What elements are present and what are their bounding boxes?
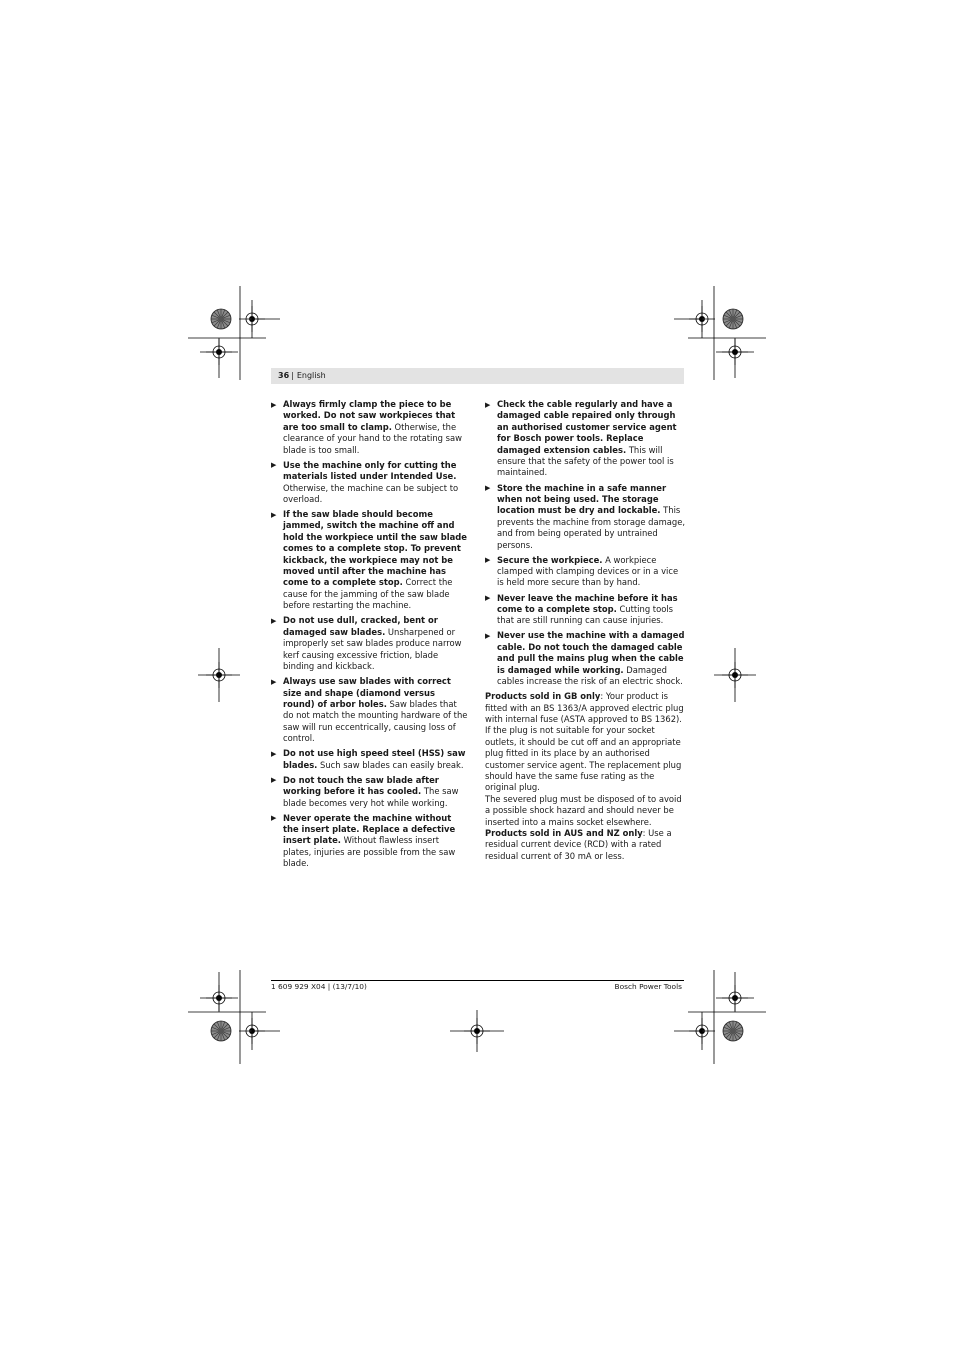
footer-doc-number: 1 609 929 X04 | (13/7/10)	[271, 982, 367, 991]
page-number: 36	[278, 371, 290, 380]
gb-paragraph	[485, 691, 685, 725]
triangle-bullet-icon: ▶	[271, 400, 277, 409]
bullet-bold-text: Never use the machine with a damaged cable. Do not touch the damaged cable and pull the mains plug when the cable is damaged while working.	[497, 630, 685, 675]
safety-bullet-item	[271, 748, 469, 771]
safety-bullet-item	[485, 630, 685, 687]
safety-bullet-item	[271, 509, 469, 612]
safety-bullet-item	[271, 813, 469, 870]
bullet-body-text: Damaged cables increase the risk of an electric shock.	[497, 664, 683, 687]
bullet-body-text: Otherwise, the machine can be subject to overload.	[283, 482, 459, 504]
triangle-bullet-icon: ▶	[485, 594, 491, 603]
footer-brand: Bosch Power Tools	[614, 982, 682, 991]
severed-plug-paragraph: The severed plug must be disposed of to avoid a possible shock hazard and should never be inserted into a mains socket elsewhere.	[485, 793, 682, 827]
triangle-bullet-icon: ▶	[271, 749, 277, 758]
bullet-body-text: The saw blade becomes very hot while working.	[283, 786, 459, 808]
color-wheel-icon	[211, 309, 231, 329]
aus-paragraph	[485, 828, 685, 862]
bullet-body-text: Unsharpened or improperly set saw blades produce narrow kerf causing excessive friction, blade binding and kickback.	[283, 626, 462, 671]
safety-bullet-item	[271, 676, 469, 744]
safety-bullet-item	[271, 615, 469, 672]
bullet-body-text: Otherwise, the clearance of your hand to the rotating saw blade is too small.	[283, 421, 462, 455]
safety-bullet-item	[485, 483, 685, 551]
triangle-bullet-icon: ▶	[271, 776, 277, 785]
bullet-bold-text: Store the machine in a safe manner when not being used. The storage location must be dry and lockable.	[497, 482, 667, 516]
footer-rule	[271, 980, 684, 981]
bullet-bold-text: Always use saw blades with correct size and shape (diamond versus round) of arbor holes.	[283, 676, 451, 709]
bullet-bold-text: Use the machine only for cutting the materials listed under Intended Use.	[283, 459, 457, 482]
bullet-body-text: This will ensure that the safety of the power tool is maintained.	[497, 444, 674, 478]
bullet-body-text: Cutting tools that are still running can cause injuries.	[497, 603, 674, 626]
page-header	[271, 368, 684, 384]
bullet-bold-text: If the saw blade should become jammed, switch the machine off and hold the workpiece until the saw blade comes to a complete stop. To prevent kickback, the workpiece may not be moved until after the machine has come to a complete stop.	[283, 509, 467, 588]
triangle-bullet-icon: ▶	[485, 484, 491, 493]
right-column	[485, 399, 685, 862]
bullet-bold-text: Check the cable regularly and have a damaged cable repaired only through an authorised customer service agent for Bosch power tools. Replace damaged extension cables.	[497, 399, 677, 455]
bullet-bold-text: Do not use dull, cracked, bent or damaged saw blades.	[283, 615, 438, 637]
gb-heading: Products sold in GB only	[485, 691, 601, 702]
color-wheel-icon	[211, 1021, 231, 1041]
safety-bullet-item	[485, 555, 685, 589]
triangle-bullet-icon: ▶	[485, 400, 491, 409]
header-language: English	[296, 371, 326, 380]
bullet-bold-text: Never operate the machine without the insert plate. Replace a defective insert plate.	[283, 812, 456, 846]
safety-bullet-item	[271, 460, 469, 506]
left-column	[271, 399, 469, 873]
triangle-bullet-icon: ▶	[485, 631, 491, 640]
bullet-body-text: Without flawless insert plates, injuries are possible from the saw blade.	[283, 835, 456, 869]
bullet-bold-text: Do not touch the saw blade after working before it has cooled.	[283, 774, 439, 797]
triangle-bullet-icon: ▶	[271, 677, 277, 686]
bullet-body-text: Such saw blades can easily break.	[317, 759, 464, 770]
color-wheel-icon	[723, 309, 743, 329]
safety-bullet-item	[271, 775, 469, 809]
bullet-body-text: A workpiece clamped with clamping devices or in a vice is held more secure than by hand.	[497, 554, 679, 588]
triangle-bullet-icon: ▶	[271, 461, 277, 470]
plug-paragraph: If the plug is not suitable for your socket outlets, it should be cut off and an appropriate plug fitted in its place by an authorised customer service agent. The replacement plug should have the same fuse rating as the original plug.	[485, 725, 682, 793]
aus-heading: Products sold in AUS and NZ only	[485, 828, 643, 839]
bullet-bold-text: Secure the workpiece.	[497, 554, 603, 565]
bullet-bold-text: Do not use high speed steel (HSS) saw blades.	[283, 748, 466, 770]
aus-text: : Use a residual current device (RCD) with a rated residual current of 30 mA or less.	[485, 828, 672, 861]
safety-bullet-item	[271, 399, 469, 456]
bullet-bold-text: Never leave the machine before it has come to a complete stop.	[497, 592, 678, 614]
bullet-bold-text: Always firmly clamp the piece to be worked. Do not saw workpieces that are too small to clamp.	[283, 399, 456, 432]
bullet-body-text: Correct the cause for the jamming of the saw blade before restarting the machine.	[283, 577, 453, 611]
safety-bullet-item	[485, 399, 685, 479]
triangle-bullet-icon: ▶	[271, 814, 277, 823]
header-separator: |	[291, 371, 294, 380]
gb-text: : Your product is fitted with an BS 1363/A approved electric plug with internal fuse (ASTA approved to BS 1362).	[485, 691, 684, 724]
safety-bullet-item	[485, 593, 685, 627]
bullet-body-text: Saw blades that do not match the mounting hardware of the saw will run eccentrically, causing loss of control.	[283, 698, 468, 744]
color-wheel-icon	[723, 1021, 743, 1041]
bullet-body-text: This prevents the machine from storage damage, and from being operated by untrained persons.	[497, 505, 686, 550]
triangle-bullet-icon: ▶	[271, 616, 277, 625]
triangle-bullet-icon: ▶	[485, 556, 491, 565]
triangle-bullet-icon: ▶	[271, 510, 277, 519]
right-bullet-list	[485, 399, 685, 688]
